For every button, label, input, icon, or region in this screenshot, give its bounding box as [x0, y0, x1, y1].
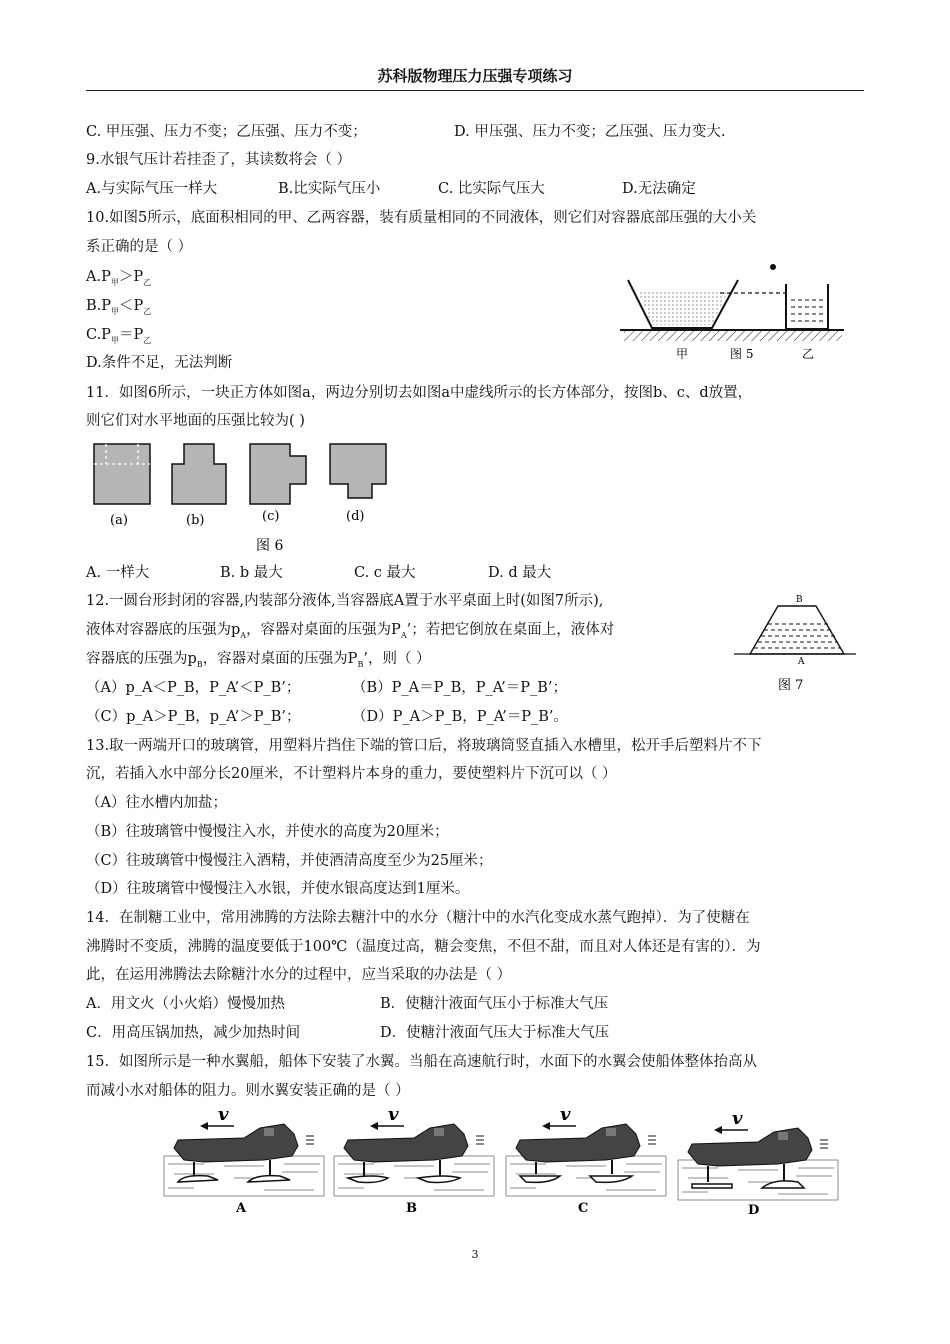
q9-option-c: C. 比实际气压大 — [438, 181, 545, 197]
q9-option-b: B.比实际气压小 — [278, 181, 381, 197]
figure-5 — [620, 260, 850, 370]
ground-hatch — [624, 331, 842, 341]
shape-b-label: (b) — [186, 513, 205, 528]
figure-5-label-jia: 甲 — [676, 347, 689, 361]
boat-option-d — [678, 1108, 838, 1218]
figure-hydrofoil-boats — [164, 1104, 844, 1220]
q13-option-a: （A）往水槽内加盐； — [86, 795, 227, 811]
figure-7-caption: 图 7 — [778, 678, 804, 693]
q10-stem-line2: 系正确的是（ ） — [86, 239, 193, 255]
shape-a-label: (a) — [110, 513, 128, 528]
svg-text:C: C — [578, 1201, 589, 1216]
shape-b — [172, 444, 226, 504]
page-header: 苏科版物理压力压强专项练习 — [86, 64, 864, 91]
q9-stem: 9.水银气压计若挂歪了，其读数将会（ ） — [86, 152, 351, 168]
figure-7-label-bottom: A — [798, 657, 805, 667]
boat-option-a — [164, 1104, 324, 1216]
q11-option-a: A. 一样大 — [86, 565, 150, 581]
container-yi-liquid — [788, 293, 826, 328]
q8-option-d: D. 甲压强、压力不变；乙压强、压力变大. — [454, 124, 726, 140]
q12-stem-line3: 容器底的压强为$p_B$，容器对桌面的压强为$P_B$’，则（ ） — [86, 651, 431, 669]
q10-stem-line1: 10.如图5所示，底面积相同的甲、乙两容器，装有质量相同的不同液体，则它们对容器底部压强的大小关 — [86, 210, 757, 226]
q12-stem-line2: 液体对容器底的压强为$p_A$，容器对桌面的压强为$P_A$’；若把它倒放在桌面上，液体对 — [86, 622, 615, 640]
figure-6-caption: 图 6 — [256, 538, 284, 554]
q12-option-b: （B）P_A＝P_B，P_A’＝P_B’； — [352, 680, 568, 696]
q13-stem-line1: 13.取一两端开口的玻璃管，用塑料片挡住下端的管口后，将玻璃筒竖直插入水槽里，松开手后塑料片不下 — [86, 738, 762, 754]
svg-text:v: v — [560, 1104, 571, 1125]
q13-option-b: （B）往玻璃管中慢慢注入水，并使水的高度为20厘米； — [86, 824, 449, 840]
q8-option-c: C. 甲压强、压力不变；乙压强、压力不变； — [86, 124, 367, 140]
figure-6 — [86, 440, 406, 560]
q10-option-d: D.条件不足，无法判断 — [86, 355, 233, 371]
svg-text:A: A — [236, 1201, 247, 1216]
svg-text:v: v — [732, 1108, 743, 1129]
q11-stem-line1: 11．如图6所示，一块正方体如图a，两边分别切去如图a中虚线所示的长方体部分，按图b、c、d放置， — [86, 385, 753, 401]
figure-5-caption: 图 5 — [730, 347, 754, 361]
q14-stem-line1: 14．在制糖工业中，常用沸腾的方法除去糖汁中的水分（糖汁中的水汽化变成水蒸气跑掉）．为了使糖在 — [86, 910, 750, 926]
boat-option-c — [506, 1104, 666, 1216]
figure-7-label-top: B — [796, 595, 803, 605]
q13-option-c: （C）往玻璃管中慢慢注入酒精，并使酒清高度至少为25厘米； — [86, 853, 493, 869]
q12-option-d: （D）P_A＞P_B，P_A’＝P_B’。 — [352, 709, 568, 725]
q10-option-c: $C.P_甲=P_乙$ — [86, 327, 152, 345]
container-jia-liquid — [638, 291, 728, 325]
q14-stem-line3: 此，在运用沸腾法去除糖汁水分的过程中，应当采取的办法是（ ） — [86, 967, 512, 983]
svg-text:v: v — [388, 1104, 399, 1125]
q14-option-c: C．用高压锅加热，减少加热时间 — [86, 1025, 301, 1041]
figure-7 — [732, 592, 856, 692]
q12-option-c: （C）p_A＞P_B，p_A’＞P_B’； — [86, 709, 301, 725]
q10-option-a: $A.P_甲>P_乙$ — [86, 269, 152, 287]
shape-d-label: (d) — [346, 509, 365, 524]
svg-text:B: B — [406, 1201, 417, 1216]
shape-a — [94, 444, 150, 504]
shape-c — [250, 444, 306, 504]
q15-stem-line1: 15．如图所示是一种水翼船，船体下安装了水翼。当船在高速航行时，水面下的水翼会使船体整体抬高从 — [86, 1054, 757, 1070]
svg-text:D: D — [748, 1203, 760, 1218]
q14-stem-line2: 沸腾时不变质，沸腾的温度要低于100℃（温度过高，糖会变焦，不但不甜，而且对人体还是有害的）．为 — [86, 939, 761, 955]
shape-c-label: (c) — [262, 509, 280, 524]
q11-option-b: B. b 最大 — [220, 565, 283, 581]
q12-option-a: （A）p_A＜P_B，P_A’＜P_B’； — [86, 680, 301, 696]
q12-stem-line1: 12.一圆台形封闭的容器,内装部分液体,当容器底A置于水平桌面上时(如图7所示), — [86, 593, 604, 609]
page-number: 3 — [471, 1248, 479, 1261]
boat-option-b — [334, 1104, 494, 1216]
q9-option-a: A.与实际气压一样大 — [86, 181, 218, 197]
figure-5-label-yi: 乙 — [802, 347, 815, 361]
q15-stem-line2: 而减小水对船体的阻力。则水翼安装正确的是（ ） — [86, 1083, 410, 1099]
q11-option-d: D. d 最大 — [488, 565, 552, 581]
figure-5-dot — [770, 264, 776, 270]
q13-stem-line2: 沉，若插入水中部分长20厘米，不计塑料片本身的重力，要使塑料片下沉可以（ ） — [86, 766, 617, 782]
q13-option-d: （D）往玻璃管中慢慢注入水银，并使水银高度达到1厘米。 — [86, 881, 470, 897]
q14-option-a: A．用文火（小火焰）慢慢加热 — [86, 996, 285, 1012]
q10-option-b: $B.P_甲<P_乙$ — [86, 298, 152, 316]
q11-stem-line2: 则它们对水平地面的压强比较为( ) — [86, 413, 305, 429]
shape-d — [330, 444, 386, 498]
q11-option-c: C. c 最大 — [354, 565, 416, 581]
svg-text:v: v — [218, 1104, 229, 1125]
q14-option-d: D．使糖汁液面气压大于标准大气压 — [380, 1025, 610, 1041]
q14-option-b: B．使糖汁液面气压小于标准大气压 — [380, 996, 609, 1012]
q9-option-d: D.无法确定 — [622, 181, 696, 197]
